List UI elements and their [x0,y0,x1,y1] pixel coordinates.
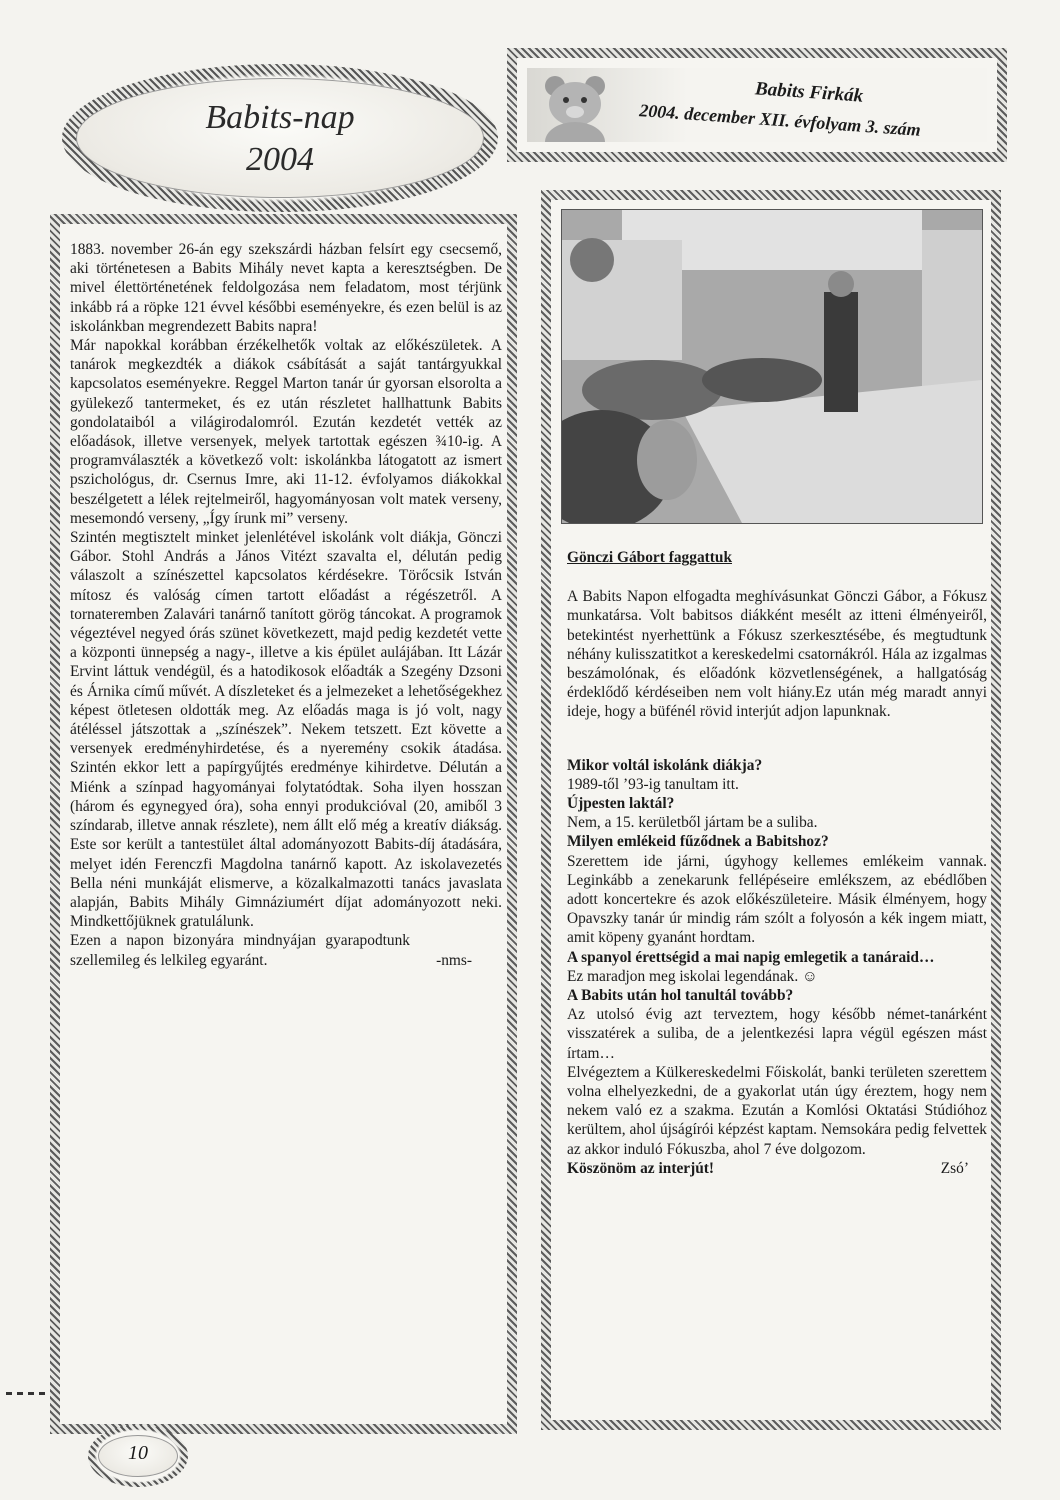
interview-answer: Elvégeztem a Külkereskedelmi Főiskolát, banki területen szerettem volna elhelyezkedni, de a gyakorlat után úgy éreztem, hogy nem nekem való ez a szakma. Ezután a Komlósi Oktatási Stúdióhoz kerültem, ahol újságírói képzést kaptam. Nemsokára pedig felvettek az akkor induló Fókuszba, ahol 7 éve dolgozom. [567,1063,987,1158]
right-article [567,548,987,1178]
interview-answer: Az utolsó évig azt terveztem, hogy később német-tanárként visszatérek a suliba, de a jelentkezési lapra végül egészen mást írtam… [567,1006,987,1062]
masthead-banner [507,48,1007,162]
interview-question: A Babits után hol tanultál tovább? [567,987,794,1005]
page-number-oval-inner [98,1435,178,1477]
interview-closing-line [567,1159,987,1178]
left-header-oval [62,64,498,212]
page-number: 10 [128,1442,148,1464]
left-article-frame [50,214,517,1434]
section-title: Babits-nap [205,99,355,136]
masthead-title: Babits Firkák [754,78,864,107]
interview-title: Gönczi Gábort faggattuk [567,549,733,566]
article-paragraph: 1883. november 26-án egy szekszárdi házban felsírt egy csecsemő, aki történetesen a Babits Mihály nevet kapta a keresztségben. De mivel élettörténetének feldolgozása nem feladatom, most térjünk inkább rá a röpke 121 évvel későbbi eseményekre, és ezen belül is az iskolánkban megrendezett Babits napra! [70,241,502,335]
scan-mark [6,1392,50,1395]
interview-answer: Szerettem ide járni, úgyhogy kellemes emlékeim vannak. Leginkább a zenekarunk fellépéseire emlékszem, az ebédlőben adott koncertekre és azok előkészületeire. Másik élményem, hogy Opavszky tanár úr mindig rám szólt a folyosón a kék ingem miatt, amit köpeny gyanánt hordtam. [567,852,987,947]
left-header-oval-inner [76,78,484,198]
interview-thanks: Köszönöm az interjút! [567,1159,715,1177]
interview-question: Újpesten laktál? [567,795,675,813]
article-closing-line [70,931,502,969]
article-signature: -nms- [436,951,472,969]
interview-answer: Nem, a 15. kerületből jártam be a suliba. [567,814,818,832]
masthead-issue: 2004. december XII. évfolyam 3. szám [638,100,922,140]
section-year: 2004 [246,141,314,178]
classroom-photo-image [562,210,982,523]
interview-answer: 1989-től ’93-ig tanultam itt. [567,775,739,793]
article-closing: Ezen a napon bizonyára mindnyájan gyarapodtunk szellemileg és lelkileg egyaránt. [70,932,410,969]
article-paragraph: Már napokkal korábban érzékelhetők voltak az előkészületek. A tanárok megkezdték a diákok csábítását a saját tantárgyukkal kapcsolatos eseményekre. Reggel Marton tanár úr gyorsan elsorolta a gyülekező tantermeket, és ez után részletet hallhattunk Babits gondolataiból a világirodalomról. Ezután kezdetét vették az előadások, illetve versenyek, melyek tartottak egészen ¾10-ig. A programválaszték a következő volt: iskolánkba látogatott az ismert pszichológus, dr. Csernus Imre, aki 11-12. évfolyamos diákokkal beszélgetett a lélek rejtelmeiről, hagyományosan volt matek verseny, mesemondó verseny, „Így írunk mi” verseny. [70,337,502,527]
left-article [70,240,502,970]
interview-signature: Zsó’ [940,1159,969,1177]
teddy-bear-icon [531,68,621,142]
interview-intro: A Babits Napon elfogadta meghívásunkat Gönczi Gábor, a Fókusz munkatársa. Volt babitsos diákként mesélt az itteni élményeiről, betekintést nyerhettünk a Fókusz szerkesztésébe, és megtudtunk néhány kulisszatitkot a kereskedelmi csatornákról. Hála az izgalmas beszámolónak, és előadónk közvetlenségének, a hallgatóság érdeklődő kérdéseiben nem volt hiány.Ez után még maradt annyi ideje, hogy a büfénél rövid interjút adjon lapunknak. [567,588,987,721]
masthead-banner-inner [527,68,987,142]
interview-question: Milyen emlékeid fűződnek a Babitshoz? [567,833,829,851]
classroom-photo [561,209,983,524]
article-paragraph: Szintén megtisztelt minket jelenlétével iskolánk volt diákja, Gönczi Gábor. Stohl András a János Vitézt szavalta el, délután pedig válaszolt a színészettel kapcsolatos kérdésekre. Törőcsik István mítosz és valóság címen tartott előadást a régészetről. A tornateremben Zalavári tanárnő tanított görög táncokat. A programok végeztével negyed órás szünet következett, majd pedig kezdetét vette a központi ünnepség a nagy-, illetve a kis épület aulájában. Itt Lázár Ervint láttuk vendégül, és a hatodikosok előadták a Szegény Dzsoni és Árnika című művét. A díszleteket és a jelmezeket a lehetőségekhez képest ötletesen oldották meg. Az előadás maga is jó volt, nagy átéléssel játszottak a „színészek”. Nekem tetszett. Ezt követte a versenyek eredményhirdetése, és a nyeremény csokik átadása. Szintén ekkor lett a papírgyűjtés eredménye kihirdetve. Délután a Miénk a színpad hagyományai folytatódtak. Soha ilyen hosszan (három és egynegyed óra), soha ennyi produkcióval (20, amiből 3 színdarab, illetve annak részlete), nem állt elő még a kreatív diákság. Este sor került a tantestület által adományozott Babits-díj átadására, melyet idén Ferenczfi Magdolna tanárnő kapott. Az iskolavezetés Bella néni munkáját elismerve, a közalkalmazotti tanács javaslata alapján, Babits Mihály Gimnáziumért díjat adományozott neki. Mindkettőjüknek gratulálunk. [70,529,502,931]
page-number-oval [88,1425,188,1487]
interview-question: A spanyol érettségid a mai napig emlegetik a tanáraid… [567,948,935,966]
interview-answer: Ez maradjon meg iskolai legendának. ☺ [567,967,818,985]
interview-question: Mikor voltál iskolánk diákja? [567,756,763,774]
